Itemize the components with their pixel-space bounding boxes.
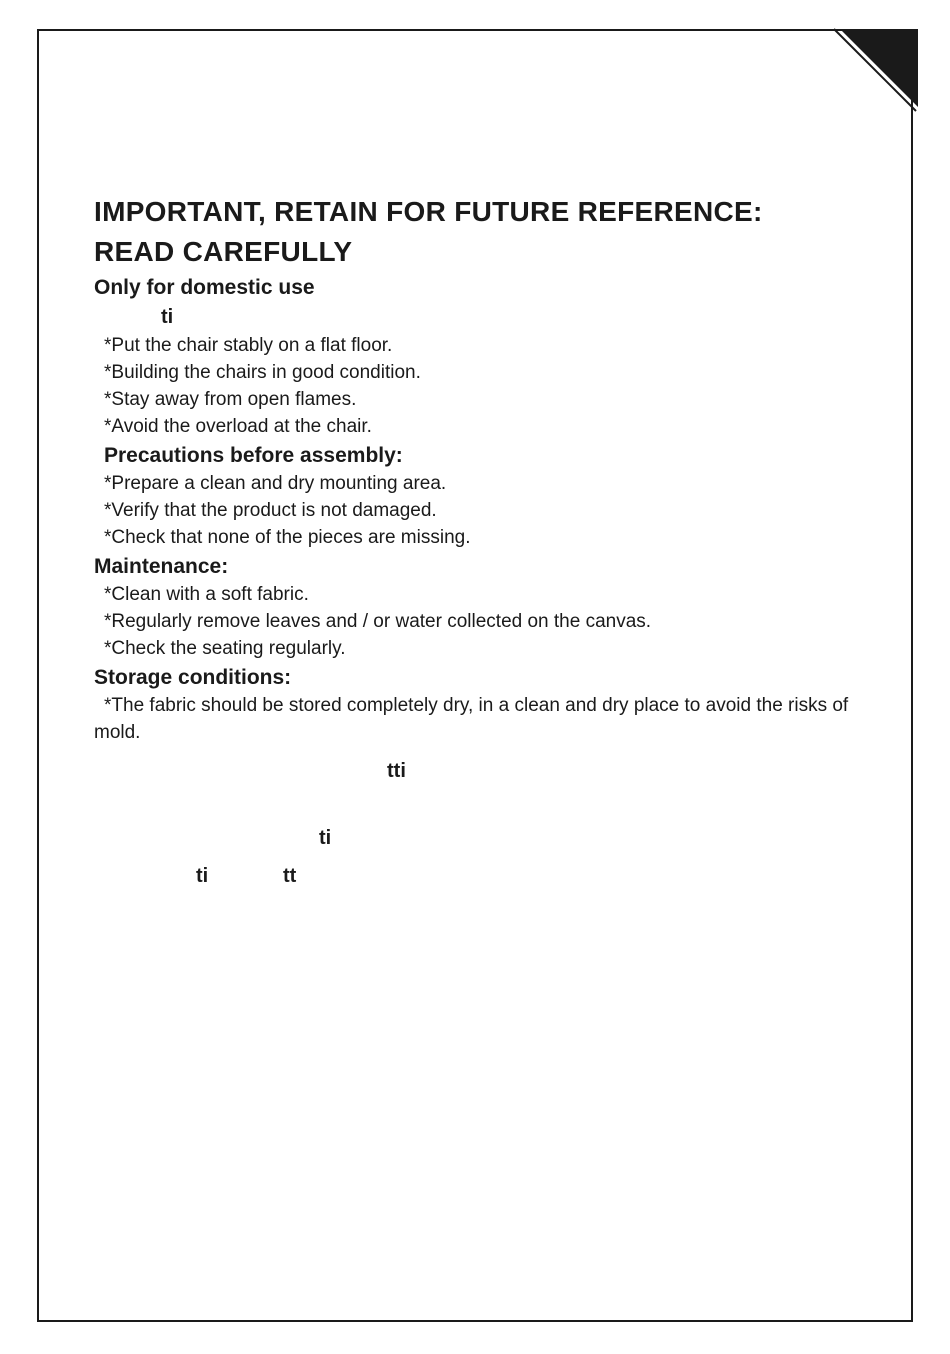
title-line-2: READ CAREFULLY <box>94 236 353 267</box>
corner-fold-mark <box>832 27 918 113</box>
ligature-fragment: ti <box>319 827 332 849</box>
storage-text: *The fabric should be stored completely dry, in a clean and dry place to avoid the risks of mold. <box>94 695 849 743</box>
document-body <box>94 192 854 746</box>
assembly-item: *Prepare a clean and dry mounting area. <box>104 473 447 494</box>
usage-item: *Building the chairs in good condition. <box>104 362 421 383</box>
maintenance-item: *Clean with a soft fabric. <box>104 584 309 605</box>
usage-item: *Stay away from open flames. <box>104 389 357 410</box>
ligature-fragment: tti <box>387 760 406 782</box>
ligature-fragment: tt <box>283 865 297 887</box>
maintenance-item: *Check the seating regularly. <box>104 638 346 659</box>
usage-fragment: ti <box>161 306 174 328</box>
assembly-item: *Verify that the product is not damaged. <box>104 500 437 521</box>
usage-heading: Only for domestic use <box>94 276 315 299</box>
title-line-1: IMPORTANT, RETAIN FOR FUTURE REFERENCE: <box>94 196 763 227</box>
maintenance-heading: Maintenance: <box>94 555 229 578</box>
usage-item: *Put the chair stably on a flat floor. <box>104 335 393 356</box>
storage-heading: Storage conditions: <box>94 666 292 689</box>
assembly-item: *Check that none of the pieces are missing. <box>104 527 471 548</box>
usage-item: *Avoid the overload at the chair. <box>104 416 372 437</box>
maintenance-item: *Regularly remove leaves and / or water collected on the canvas. <box>104 611 652 632</box>
assembly-heading: Precautions before assembly: <box>104 444 403 467</box>
ligature-fragment: ti <box>196 865 209 887</box>
